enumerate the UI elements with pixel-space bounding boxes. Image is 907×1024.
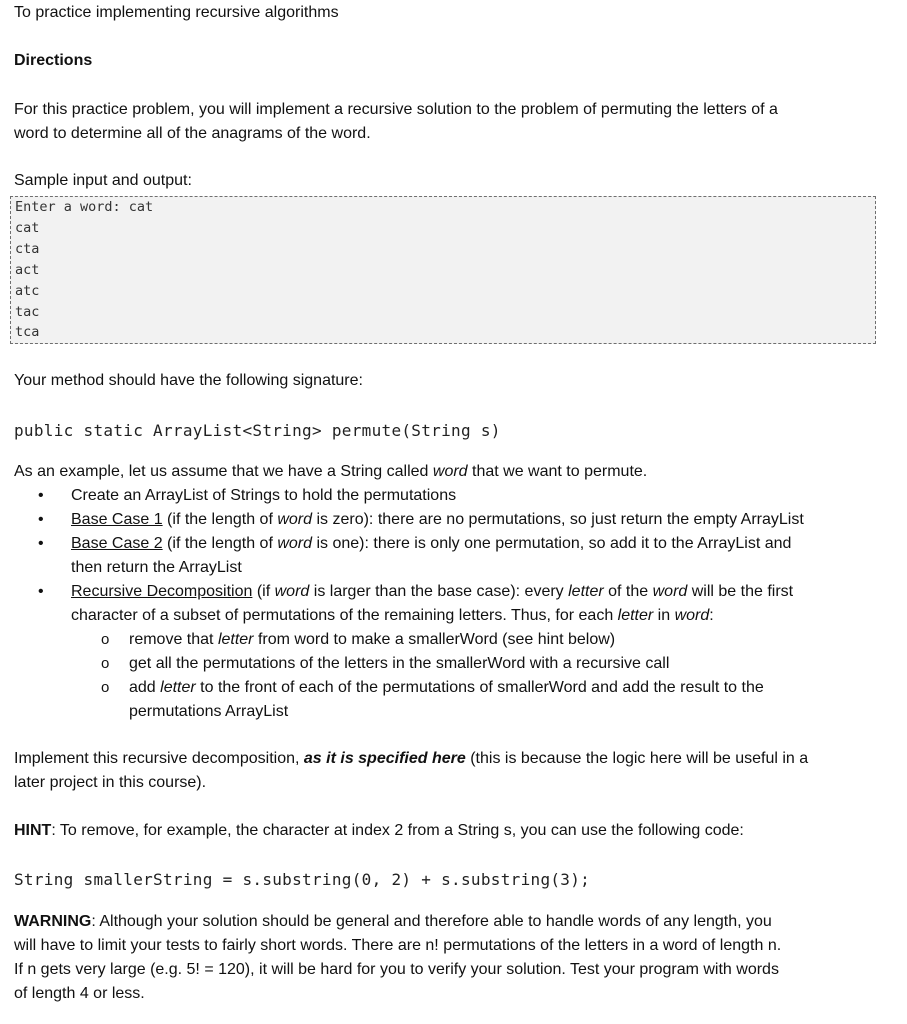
hint-code: String smallerString = s.substring(0, 2) + s.substring(3); [14, 870, 591, 889]
bullet-glyph: • [38, 583, 44, 600]
sample-line: atc [15, 283, 40, 299]
warning-paragraph: WARNING: Although your solution should be general and therefore able to handle words of any length, you [14, 913, 772, 930]
intro-line-2: word to determine all of the anagrams of the word. [14, 125, 371, 142]
bullet-glyph: • [38, 535, 44, 552]
sample-line: cat [15, 220, 40, 236]
bullet-glyph: • [38, 487, 44, 504]
bullet-recursive-decomposition-cont: character of a subset of permutations of the remaining letters. Thus, for each letter in word: [71, 607, 714, 624]
sample-output-box [10, 196, 876, 344]
warning-line-4: of length 4 or less. [14, 985, 145, 1002]
sample-line: Enter a word: cat [15, 199, 154, 215]
sub-bullet-remove-letter: remove that letter from word to make a smallerWord (see hint below) [129, 631, 616, 648]
recursive-decomposition-label: Recursive Decomposition [71, 583, 253, 600]
bullet-base-case-2-cont: then return the ArrayList [71, 559, 242, 576]
implement-paragraph: Implement this recursive decomposition, as it is specified here (this is because the logic here will be useful in a [14, 750, 809, 767]
signature-intro: Your method should have the following signature: [14, 372, 363, 389]
sample-label: Sample input and output: [14, 172, 192, 189]
directions-heading: Directions [14, 52, 93, 69]
signature-code: public static ArrayList<String> permute(String s) [14, 421, 501, 440]
bullet-glyph: • [38, 511, 44, 528]
warning-line-3: If n gets very large (e.g. 5! = 120), it will be hard for you to verify your solution. Test your program with words [14, 961, 779, 978]
bullet-base-case-2: Base Case 2 (if the length of word is one): there is only one permutation, so add it to the ArrayList and [71, 535, 792, 552]
intro-line-1: For this practice problem, you will implement a recursive solution to the problem of permuting the letters of a [14, 101, 778, 118]
bullet-recursive-decomposition: Recursive Decomposition (if word is larger than the base case): every letter of the word will be the first [71, 583, 794, 600]
warning-line-2: will have to limit your tests to fairly short words. There are n! permutations of the letters in a word of length n. [14, 937, 782, 954]
hint-paragraph: HINT: To remove, for example, the character at index 2 from a String s, you can use the following code: [14, 822, 744, 839]
bullet-create-list: Create an ArrayList of Strings to hold the permutations [71, 487, 457, 504]
sub-bullet-recursive-call: get all the permutations of the letters in the smallerWord with a recursive call [129, 655, 670, 672]
sub-bullet-add-letter: add letter to the front of each of the permutations of smallerWord and add the result to the [129, 679, 764, 696]
sample-line: cta [15, 241, 40, 257]
sub-bullet-glyph: o [101, 631, 110, 648]
sub-bullet-add-letter-cont: permutations ArrayList [129, 703, 289, 720]
objective-text: To practice implementing recursive algorithms [14, 4, 339, 21]
sample-line: tca [15, 324, 40, 340]
base-case-2-label: Base Case 2 [71, 535, 163, 552]
sub-bullet-glyph: o [101, 679, 110, 696]
bullet-base-case-1: Base Case 1 (if the length of word is zero): there are no permutations, so just return the empty ArrayList [71, 511, 804, 528]
sub-bullet-glyph: o [101, 655, 110, 672]
intro-paragraph [14, 98, 876, 146]
sample-line: tac [15, 304, 40, 320]
implement-paragraph-cont: later project in this course). [14, 774, 207, 791]
example-intro: As an example, let us assume that we have a String called word that we want to permute. [14, 463, 648, 480]
base-case-1-label: Base Case 1 [71, 511, 163, 528]
sample-line: act [15, 262, 40, 278]
